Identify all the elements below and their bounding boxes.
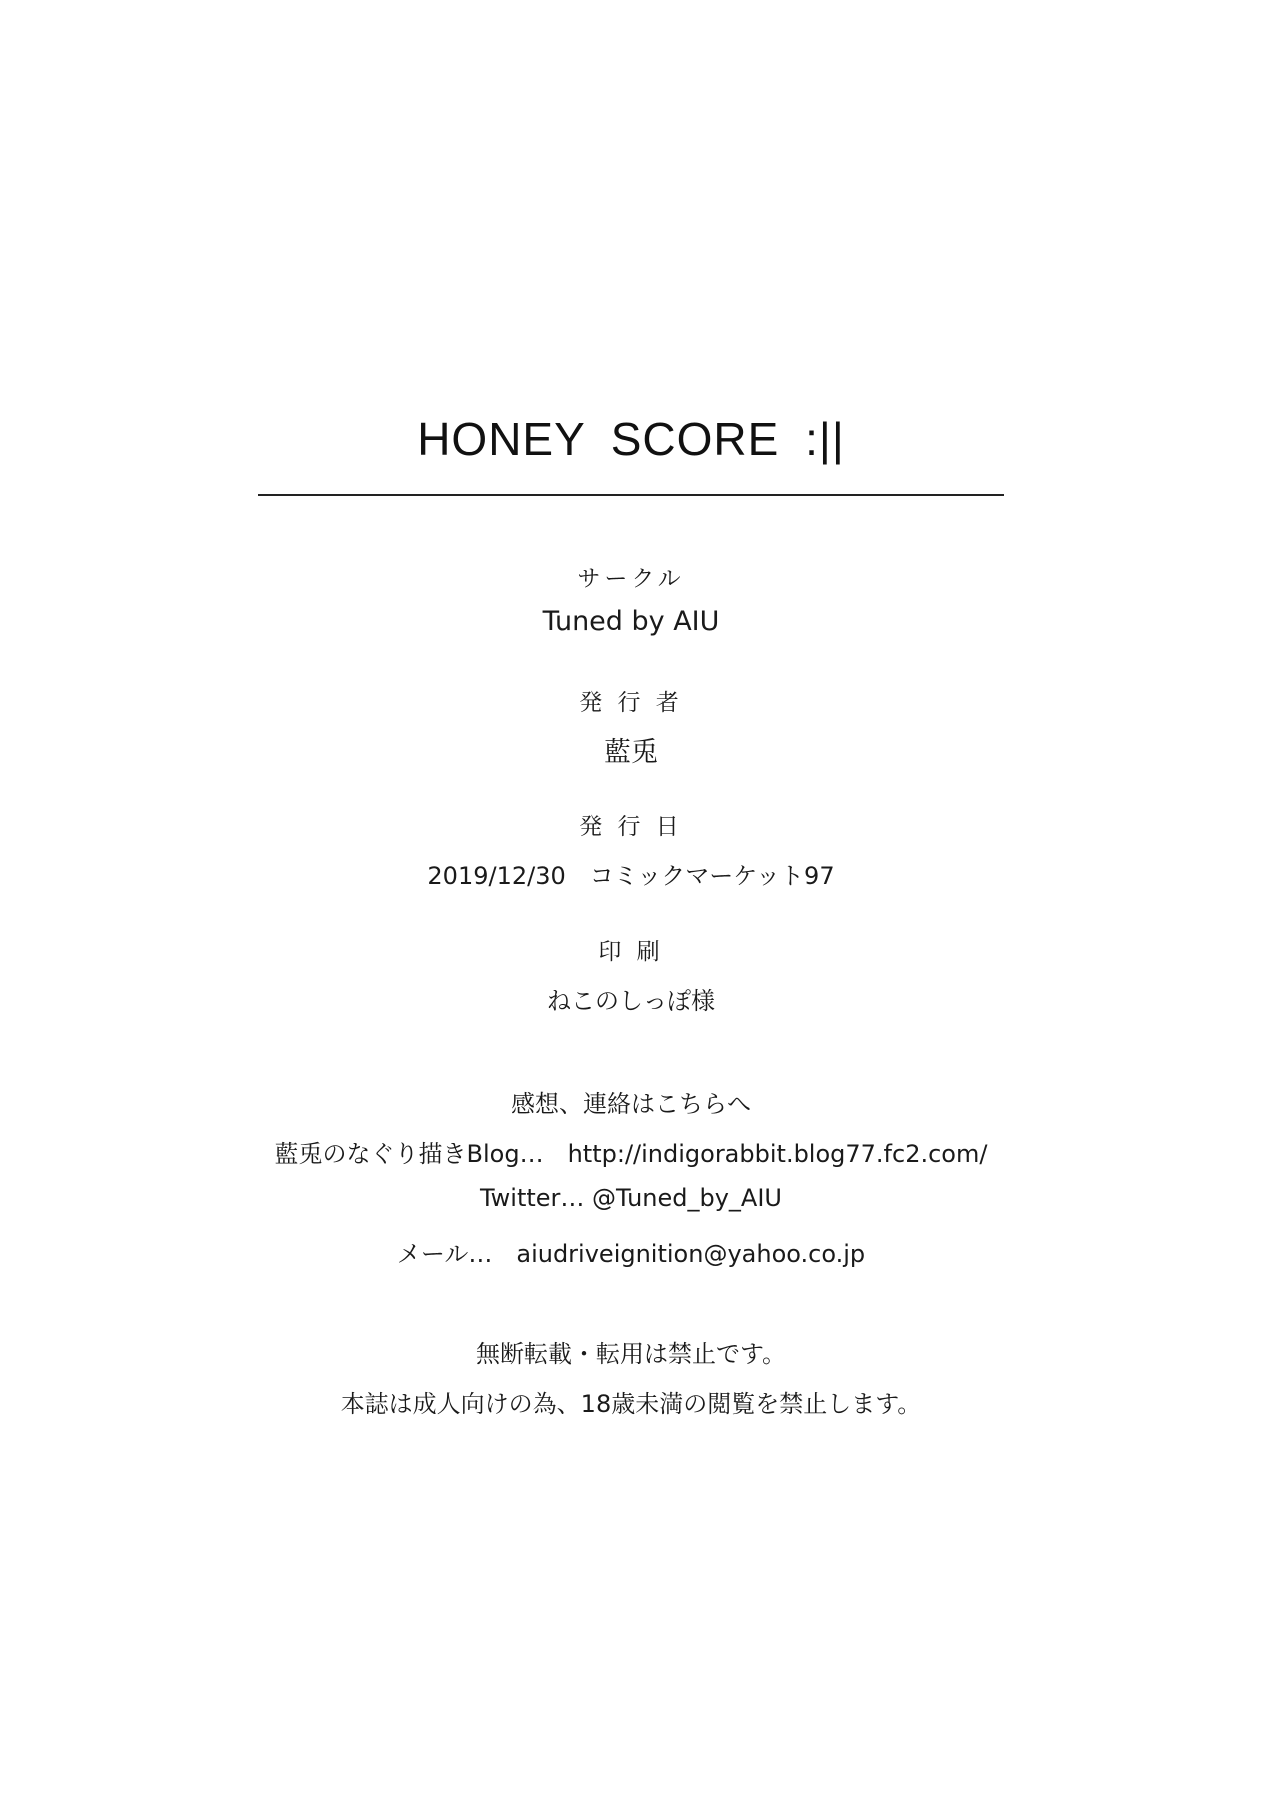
publish-date-value: 2019/12/30 コミックマーケット97 <box>427 862 835 890</box>
circle-label: サークル <box>577 566 685 592</box>
publish-date-label: 発 行 日 <box>579 814 683 840</box>
notice-no-reprint: 無断転載・転用は禁止です。 <box>475 1340 787 1368</box>
contact-blog: 藍兎のなぐり描きBlog… http://indigorabbit.blog77.fc2.com/ <box>274 1140 988 1168</box>
book-title: HONEY SCORE :|| <box>417 413 845 465</box>
printer-label: 印 刷 <box>598 939 664 965</box>
contact-heading: 感想、連絡はこちらへ <box>511 1090 751 1118</box>
title-divider <box>258 494 1004 496</box>
printer-value: ねこのしっぽ様 <box>547 987 715 1015</box>
contact-twitter: Twitter… @Tuned_by_AIU <box>479 1184 782 1212</box>
contact-mail: メール… aiudriveignition@yahoo.co.jp <box>396 1240 866 1268</box>
circle-value: Tuned by AIU <box>542 606 720 637</box>
publisher-label: 発 行 者 <box>579 690 683 716</box>
notice-adult-only: 本誌は成人向けの為、18歳未満の閲覧を禁止します。 <box>340 1390 922 1418</box>
publisher-value: 藍兎 <box>604 737 658 768</box>
